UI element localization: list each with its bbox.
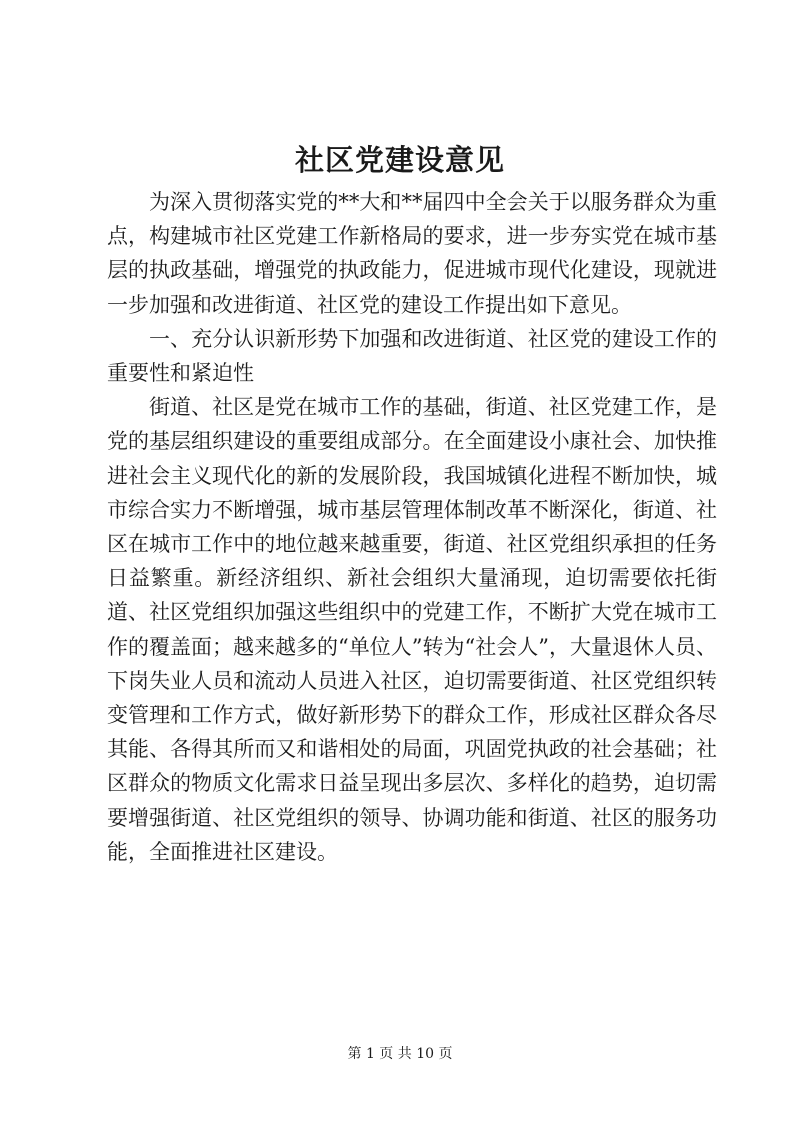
paragraph-intro: 为深入贯彻落实党的**大和**届四中全会关于以服务群众为重点，构建城市社区党建工作新格局的要求，进一步夯实党在城市基层的执政基础，增强党的执政能力，促进城市现代化建设，现就进一步加强和改进街道、社区党的建设工作提出如下意见。 xyxy=(107,190,717,317)
document-title: 社区党建设意见 xyxy=(294,143,505,177)
document-body xyxy=(107,185,717,869)
section-heading: 一、充分认识新形势下加强和改进街道、社区党的建设工作的重要性和紧迫性 xyxy=(107,326,717,386)
paragraph-body: 街道、社区是党在城市工作的基础，街道、社区党建工作，是党的基层组织建设的重要组成部分。在全面建设小康社会、加快推进社会主义现代化的新的发展阶段，我国城镇化进程不断加快，城市综合实力不断增强，城市基层管理体制改革不断深化，街道、社区在城市工作中的地位越来越重要，街道、社区党组织承担的任务日益繁重。新经济组织、新社会组织大量涌现，迫切需要依托街道、社区党组织加强这些组织中的党建工作，不断扩大党在城市工作的覆盖面；越来越多的“单位人”转为“社会人”，大量退休人员、下岗失业人员和流动人员进入社区，迫切需要街道、社区党组织转变管理和工作方式，做好新形势下的群众工作，形成社区群众各尽其能、各得其所而又和谐相处的局面，巩固党执政的社会基础；社区群众的物质文化需求日益呈现出多层次、多样化的趋势，迫切需要增强街道、社区党组织的领导、协调功能和街道、社区的服务功能，全面推进社区建设。 xyxy=(107,395,717,864)
page-number: 第 1 页 共 10 页 xyxy=(347,1046,453,1062)
